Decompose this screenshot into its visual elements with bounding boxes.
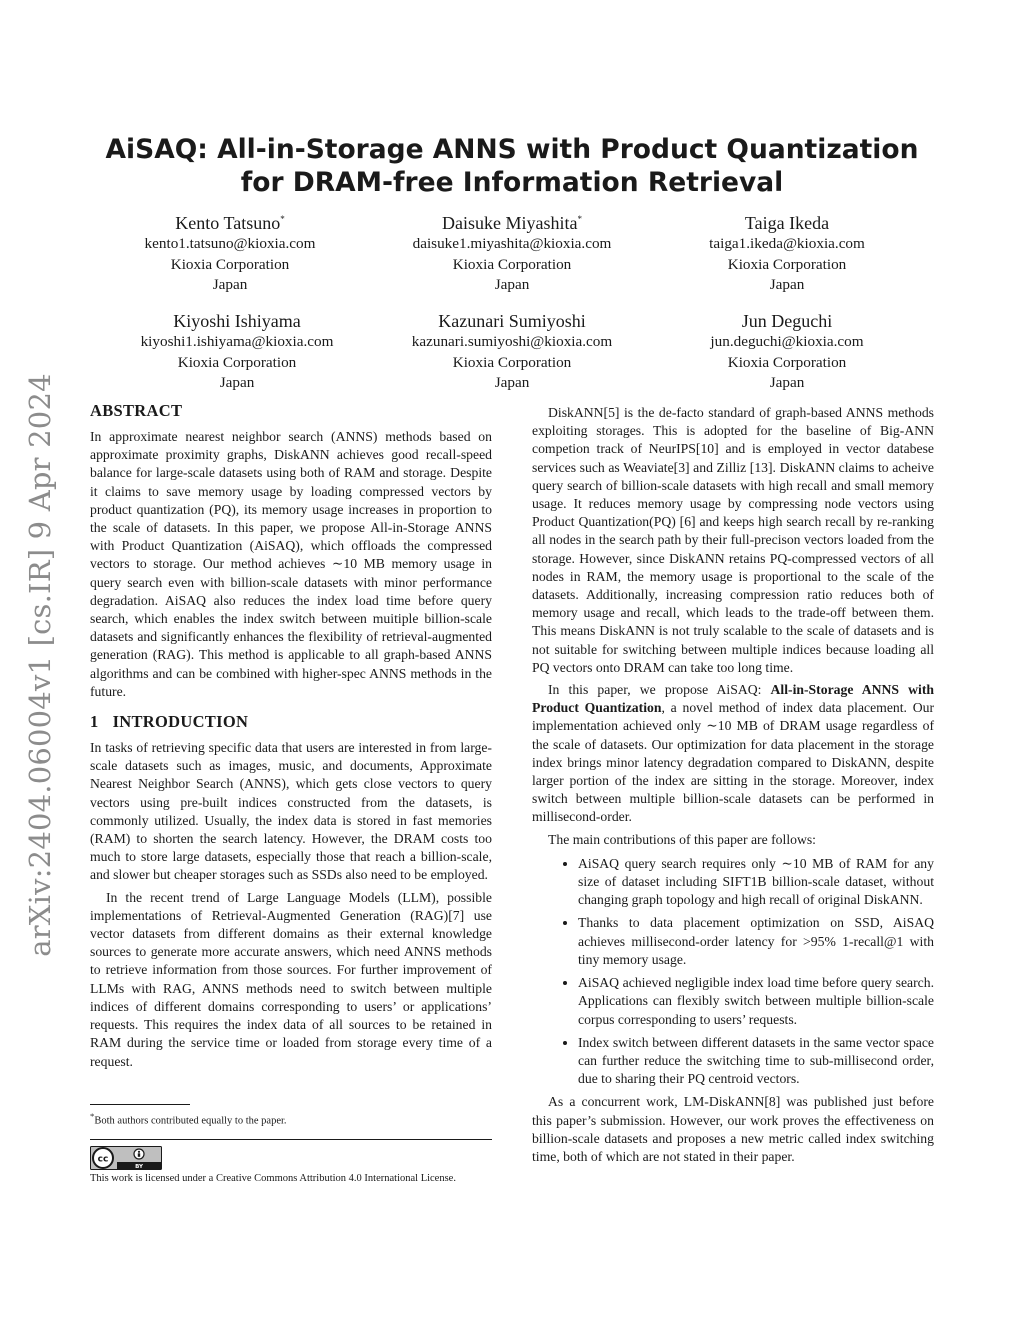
author-block — [372, 306, 652, 394]
author-email: taiga1.ikeda@kioxia.com — [709, 235, 865, 252]
abstract-heading: ABSTRACT — [90, 401, 183, 420]
contributions-list — [532, 855, 934, 1088]
paragraph: DiskANN[5] is the de-facto standard of graph-based ANNS methods exploiting storages. This is adopted for the baseline of Big-ANN competion track of NeurIPS[10] and is employed in vector databese services such as Weaviate[3] and Zilliz [13]. DiskANN claims to acheive query search of billion-scale datasets with high recall and small memory usage. It reduces memory usage by compressing node vectors using Product Quantization(PQ) [6] and keeps high search recall by re-ranking all nodes in the search path by their full-precison vectors loaded from the storage. However, since DiskANN retains PQ-compressed vectors of all nodes in RAM, the memory usage is proportional to the scale of the datasets. Additionally, increasing compression ratio reduces both of memory usage and recall, which leads to the trade-off between them. This means DiskANN is not truly scalable to the scale of datasets and is not suitable for switching between multiple indices because loading all PQ vectors onto DRAM can take too long time. — [532, 405, 934, 675]
paragraph: In tasks of retrieving specific data that users are interested in from large-scale datasets such as images, music, and documents, Approximate Nearest Neighbor Search (ANNS), which gets close vectors to query vectors using pre-built indices constructed from the datasets, is commonly utilized. Usually, the index data is stored in fast memories (RAM) to shorten the search latency. However, the DRAM costs too much to store large datasets, especially those that reach a billion-scale, and slower but cheaper storages such as SSDs also need to be employed. — [90, 740, 492, 883]
creative-commons-badge-icon — [90, 1146, 162, 1170]
author-email: daisuke1.miyashita@kioxia.com — [412, 235, 612, 252]
author-email: kiyoshi1.ishiyama@kioxia.com — [140, 333, 334, 350]
list-item: • AiSAQ query search requires only ∼10 MB of RAM for any size of dataset including SIFT1B billion-scale dataset, without changing graph topology and high recall of original DiskANN. — [578, 855, 934, 910]
author-name: Kento Tatsuno* — [175, 213, 285, 233]
section-title: INTRODUCTION — [112, 712, 249, 732]
footnote: *Both authors contributed equally to the paper. — [90, 1111, 287, 1127]
left-column — [90, 400, 492, 1071]
arxiv-identifier-text: arXiv:2404.06004v1 [cs.IR] 9 Apr 2024 — [23, 373, 57, 957]
author-block — [372, 208, 652, 296]
paragraph: As a concurrent work, LM-DiskANN[8] was published just before this paper’s submission. However, our work proves the effectiveness on billion-scale datasets and proposes a new metric called index switching time, both of which are not stated in their paper. — [532, 1094, 934, 1164]
section-number: 1 — [90, 712, 99, 732]
method-name: All-in-Storage ANNS with Product Quantization — [532, 682, 934, 716]
author-affiliation: Kioxia Corporation — [452, 353, 572, 371]
paragraph: In the recent trend of Large Language Models (LLM), possible implementations of Retrieval-Augmented Generation (RAG)[7] use vector datasets from different domains as their external knowledge sources to generate more accurate answers, which need ANNS methods to retrieve information from those sources. For further improvement of LLMs with RAG, ANNS methods need to switch between multiple indices of different domains corresponding to users’ or applications’ requests. This requires the index data of all sources to be retained in RAM during the service time or loaded from storage every time of a request. — [90, 889, 492, 1069]
author-country: Japan — [494, 276, 530, 293]
author-block — [647, 208, 927, 296]
license-rule — [90, 1139, 492, 1140]
list-item: • Index switch between different datasets in the same vector space can further reduce the switching time to sub-millisecond order, due to sharing their PQ centroid vectors. — [578, 1034, 934, 1089]
paragraph: The main contributions of this paper are follows: — [548, 831, 816, 847]
arxiv-identifier-stamp — [10, 370, 70, 960]
list-item: • Thanks to data placement optimization on SSD, AiSAQ achieves millisecond-order latency for >95% 1-recall@1 with tiny memory usage. — [578, 914, 934, 969]
author-name: Jun Deguchi — [741, 311, 833, 331]
right-column — [532, 404, 934, 1166]
author-email: kento1.tatsuno@kioxia.com — [144, 235, 316, 252]
footnote-rule — [90, 1104, 190, 1105]
paper-title: AiSAQ: All-in-Storage ANNS with Product Quantization for DRAM-free Information Retrieval — [105, 134, 919, 198]
svg-text:cc: cc — [97, 1154, 109, 1165]
author-name: Daisuke Miyashita* — [442, 213, 582, 233]
author-affiliation: Kioxia Corporation — [727, 255, 847, 273]
author-country: Japan — [219, 374, 255, 391]
list-item: • AiSAQ achieved negligible index load time before query search. Applications can flexibly switch between multiple billion-scale corpus corresponding to users’ requests. — [578, 974, 934, 1029]
author-name: Taiga Ikeda — [744, 213, 830, 233]
author-email: jun.deguchi@kioxia.com — [710, 333, 864, 350]
section-heading-introduction — [90, 711, 492, 733]
author-affiliation: Kioxia Corporation — [177, 353, 297, 371]
author-country: Japan — [769, 374, 805, 391]
author-country: Japan — [769, 276, 805, 293]
abstract-text: In approximate nearest neighbor search (ANNS) methods based on approximate proximity graphs, DiskANN achieves good recall-speed balance for large-scale datasets using both of RAM and storage. Despite it claims to save memory usage by loading compressed vectors by product quantization (PQ), its memory usage increases in proportion to the scale of datasets. In this paper, we propose All-in-Storage ANNS with Product Quantization (AiSAQ), which offloads the compressed vectors to storage. Our method achieves ∼10 MB memory usage in query search even with billion-scale datasets with minor performance degradation. AiSAQ also reduces the index load time before query search, which enables the index switch between muitiple billion-scale datasets and significantly enhances the flexibility of retrieval-augmented generation (RAG). This method is applicable to all graph-based ANNS algorithms and can be combined with higher-spec ANNS methods in the future. — [90, 429, 492, 699]
svg-text:BY: BY — [135, 1164, 143, 1170]
author-name: Kiyoshi Ishiyama — [173, 311, 301, 331]
author-affiliation: Kioxia Corporation — [452, 255, 572, 273]
author-block — [90, 208, 370, 296]
author-name: Kazunari Sumiyoshi — [438, 311, 586, 331]
author-block — [97, 306, 377, 394]
author-affiliation: Kioxia Corporation — [727, 353, 847, 371]
author-country: Japan — [212, 276, 248, 293]
author-block — [647, 306, 927, 394]
paragraph: In this paper, we propose AiSAQ: All-in-Storage ANNS with Product Quantization, a novel method of index data placement. Our implementation achieved only ∼10 MB of DRAM usage regardless of the scale of datasets. Our optimization for data placement in the storage index brings minor latency degradation compared to DiskANN, despite larger portion of the index are sitting in the storage. Moreover, index switch between multiple billion-scale datasets can be performed in millisecond-order. — [532, 682, 935, 825]
author-country: Japan — [494, 374, 530, 391]
author-affiliation: Kioxia Corporation — [170, 255, 290, 273]
author-email: kazunari.sumiyoshi@kioxia.com — [411, 333, 613, 350]
license-text: This work is licensed under a Creative Commons Attribution 4.0 International License. — [90, 1173, 456, 1184]
